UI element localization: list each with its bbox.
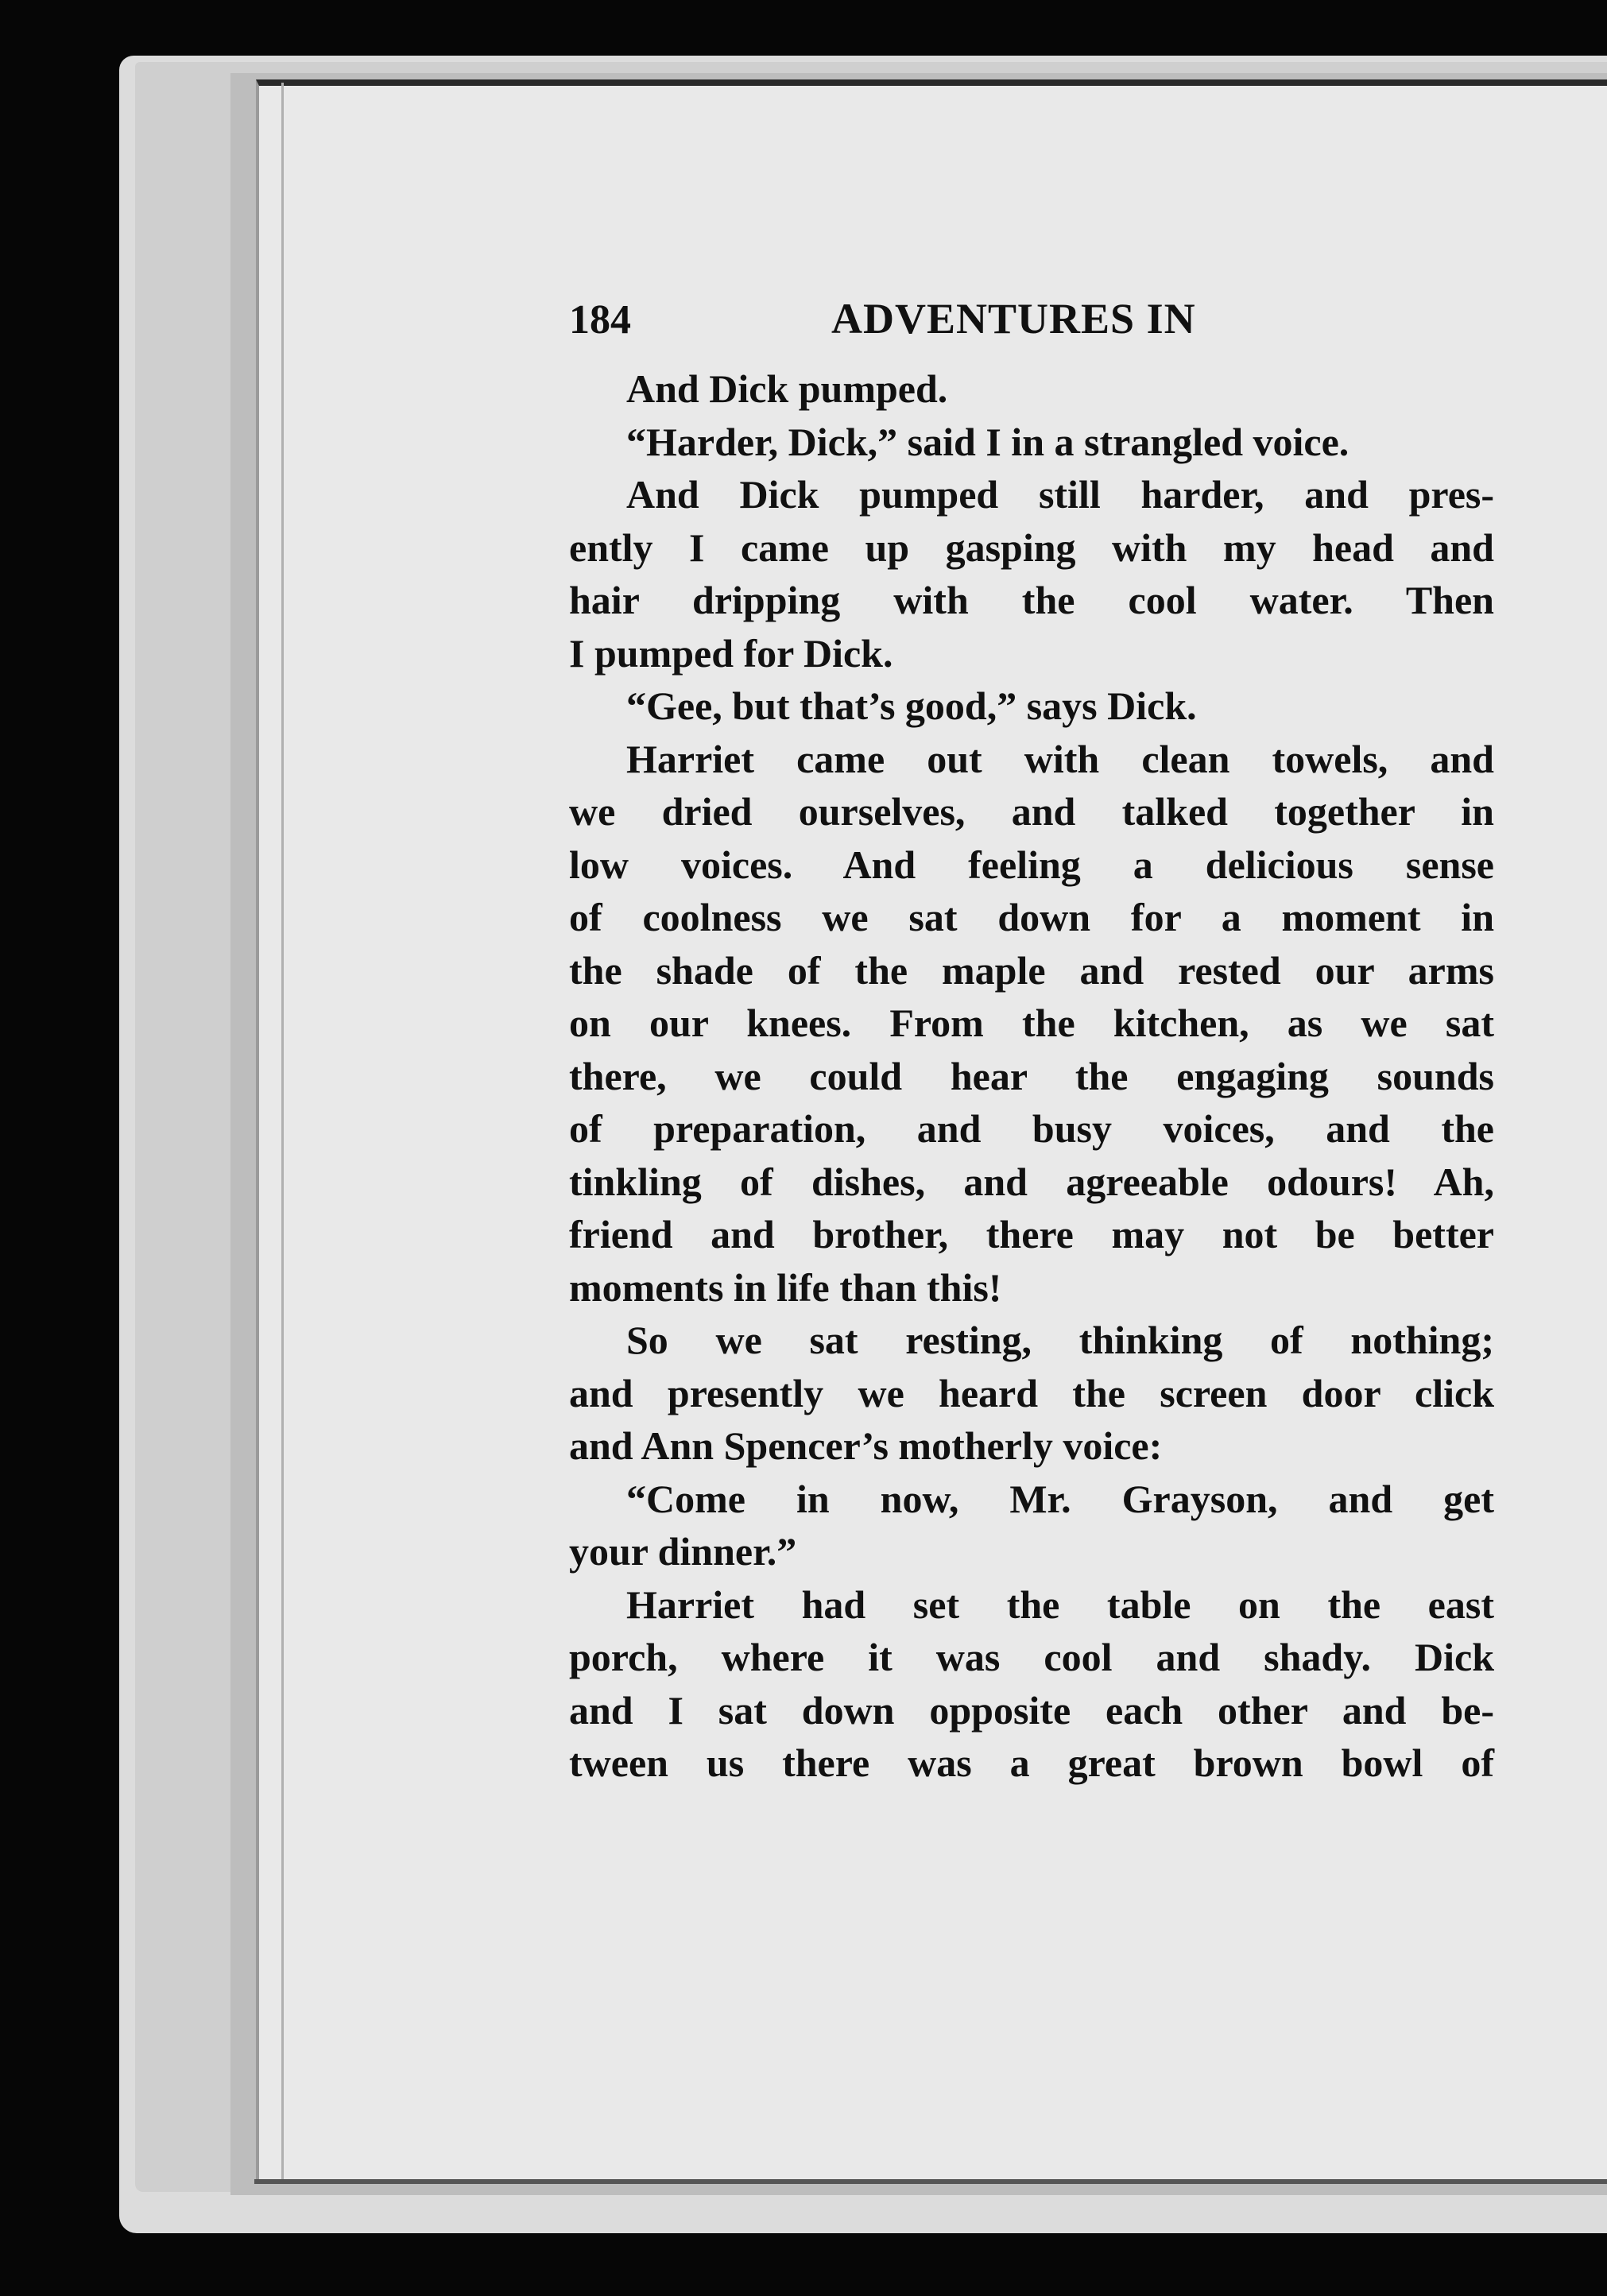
text-line: I pumped for Dick. [569,630,893,676]
text-line: tween us there was a great brown bowl of [569,1740,1494,1785]
page-number: 184 [569,297,631,343]
text-line: And Dick pumped still harder, and pres- [626,472,1494,517]
text-line: and presently we heard the screen door click [569,1370,1494,1415]
text-line: there, we could hear the engaging sounds [569,1053,1494,1098]
text-line: “Harder, Dick,” said I in a strangled voice. [626,419,1349,464]
page-margin-rule [281,83,284,2181]
text-line: moments in life than this! [569,1264,1002,1310]
text-line: porch, where it was cool and shady. Dick [569,1635,1494,1679]
text-line: Harriet came out with clean towels, and [626,736,1494,781]
text-line: and Ann Spencer’s motherly voice: [569,1423,1163,1468]
text-line: ently I came up gasping with my head and [569,525,1494,570]
text-line: tinkling of dishes, and agreeable odours! Ah, [569,1159,1494,1204]
text-block [569,292,1494,1790]
text-line: “Come in now, Mr. Grayson, and get [626,1476,1494,1521]
text-line: friend and brother, there may not be better [569,1212,1494,1256]
text-line: of preparation, and busy voices, and the [569,1106,1494,1151]
text-line: of coolness we sat down for a moment in [569,895,1494,939]
page-bottom-edge [254,2179,1607,2184]
text-line: So we sat resting, thinking of nothing; [626,1318,1494,1362]
text-line: we dried ourselves, and talked together in [569,789,1494,834]
text-line: your dinner.” [569,1529,797,1574]
text-line: low voices. And feeling a delicious sense [569,842,1494,887]
text-line: and I sat down opposite each other and be- [569,1687,1494,1733]
running-title: ADVENTURES IN [831,295,1196,343]
text-line: on our knees. From the kitchen, as we sat [569,1001,1494,1045]
text-line: the shade of the maple and rested our arms [569,947,1494,993]
text-line: Harriet had set the table on the east [626,1582,1494,1627]
running-head [569,292,1494,358]
text-line: And Dick pumped. [626,366,948,411]
text-line: hair dripping with the cool water. Then [569,578,1494,622]
text-line: “Gee, but that’s good,” says Dick. [626,683,1197,728]
body-text [569,362,1494,1790]
